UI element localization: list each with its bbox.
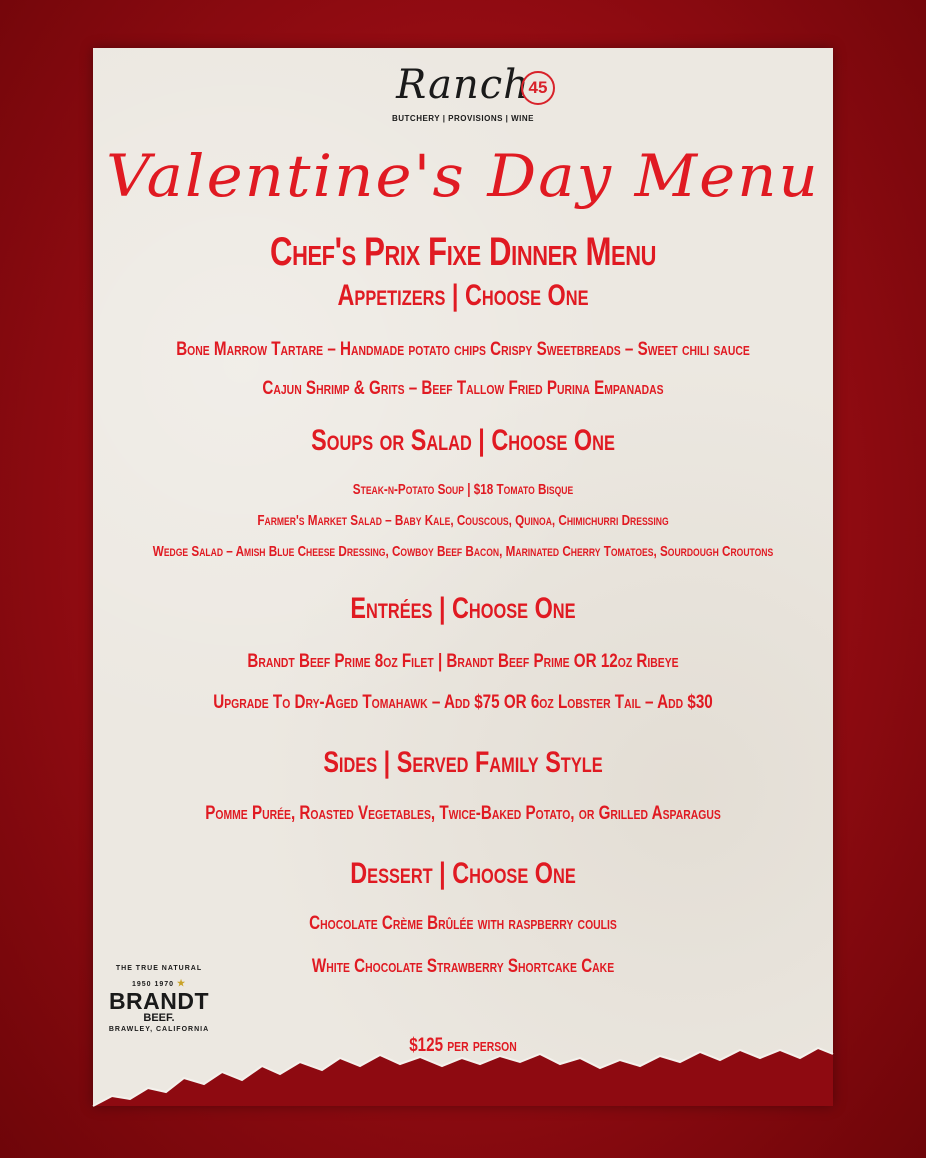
brandt-ring-top: THE TRUE NATURAL	[115, 965, 203, 972]
entree-item: Brandt Beef Prime 8oz Filet | Brandt Beef Prime OR 12oz Ribeye	[247, 651, 679, 672]
dessert-item: White Chocolate Strawberry Shortcake Cake	[311, 956, 615, 977]
price: $125 per person	[409, 1035, 517, 1056]
brandt-sub: BEEF.	[143, 1012, 175, 1024]
dessert-heading: Dessert | Choose One	[350, 857, 576, 890]
appetizer-item: Cajun Shrimp & Grits – Beef Tallow Fried Purina Empanadas	[262, 378, 664, 399]
brandt-name: BRANDT	[108, 988, 210, 1014]
dessert-item: Chocolate Crème Brûlée with raspberry coulis	[309, 913, 617, 934]
salad-item: Wedge Salad – Amish Blue Cheese Dressing, Cowboy Beef Bacon, Marinated Cherry Tomatoes, Sourdough Croutons	[152, 543, 774, 560]
logo-wordmark: Ranch	[396, 62, 530, 108]
sides-heading: Sides | Served Family Style	[323, 746, 603, 779]
brandt-established-years: 1950 1970	[131, 981, 175, 988]
entrees-heading: Entrées | Choose One	[350, 592, 576, 625]
logo-number-badge: 45	[521, 71, 555, 105]
brandt-beef-logo	[100, 962, 218, 1040]
side-item: Pomme Purée, Roasted Vegetables, Twice-Baked Potato, or Grilled Asparagus	[205, 803, 721, 824]
star-icon: ★	[176, 978, 187, 988]
brandt-location: BRAWLEY, CALIFORNIA	[108, 1026, 210, 1033]
menu-title: Valentine's Day Menu	[106, 142, 820, 210]
ranch-logo	[0, 62, 926, 108]
appetizer-item: Bone Marrow Tartare – Handmade potato chips Crispy Sweetbreads – Sweet chili sauce	[176, 339, 750, 360]
appetizers-heading: Appetizers | Choose One	[337, 279, 589, 312]
soup-item: Steak-n-Potato Soup | $18 Tomato Bisque	[352, 481, 574, 498]
salad-item: Farmer's Market Salad – Baby Kale, Couscous, Quinoa, Chimichurri Dressing	[257, 512, 669, 529]
soups-heading: Soups or Salad | Choose One	[311, 424, 615, 457]
menu-subtitle: Chef's Prix Fixe Dinner Menu	[269, 230, 657, 274]
entree-upgrade-item: Upgrade To Dry-Aged Tomahawk – Add $75 OR 6oz Lobster Tail – Add $30	[213, 692, 713, 713]
logo-tagline: BUTCHERY | PROVISIONS | WINE	[391, 114, 535, 123]
